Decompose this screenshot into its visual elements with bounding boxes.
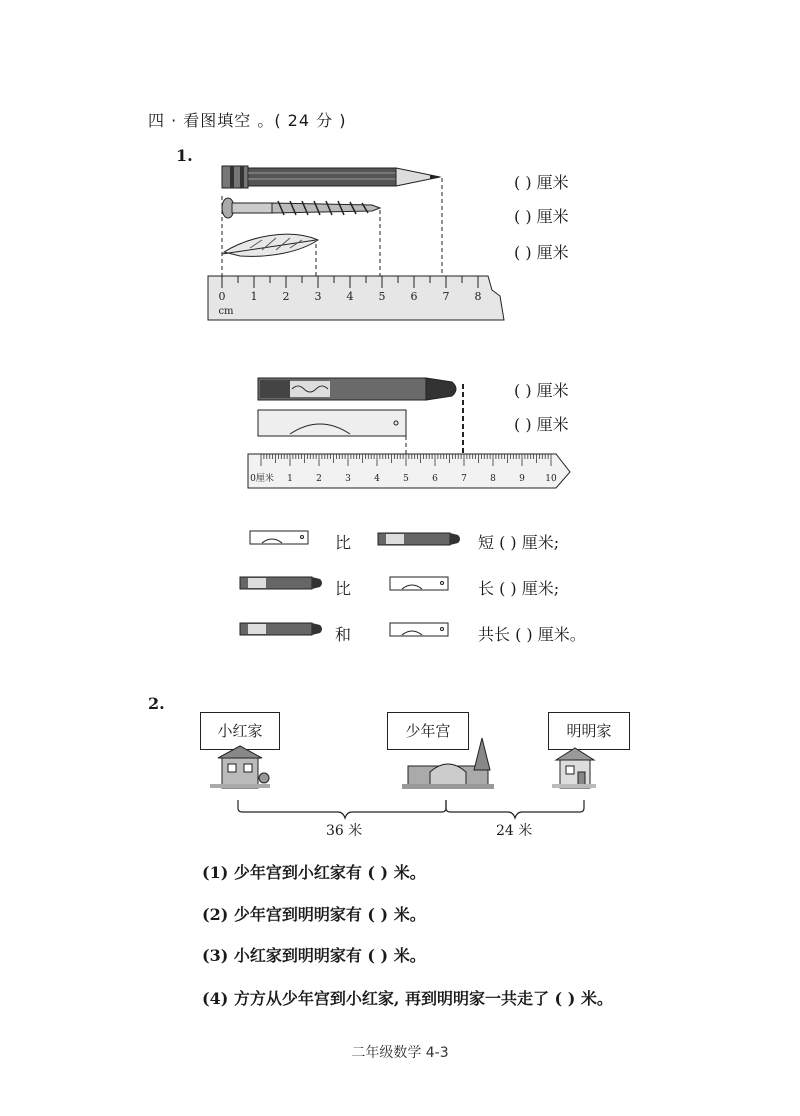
answer-blank-ruler-stick[interactable]: ( ) 厘米 xyxy=(514,415,569,434)
compare-word: 比 xyxy=(335,579,352,598)
ruler-b-tick-label: 1 xyxy=(287,474,293,484)
compare-blank-total[interactable]: 共长 ( ) 厘米。 xyxy=(478,625,586,644)
ruler-a-tick-label: 8 xyxy=(474,290,482,303)
ruler-a-tick-label: 4 xyxy=(346,290,354,303)
answer-blank-pencil[interactable]: ( ) 厘米 xyxy=(514,173,569,192)
distance-label-left: 36 米 xyxy=(326,823,363,839)
ruler-a-unit: cm xyxy=(218,306,234,317)
place-box-xiaohong-home: 小红家 xyxy=(200,712,280,750)
ruler-b-tick-label: 8 xyxy=(490,474,496,484)
ruler-b-unit: 0厘米 xyxy=(250,474,274,484)
house-icon xyxy=(552,748,596,788)
answer-blank-screw[interactable]: ( ) 厘米 xyxy=(514,207,569,226)
question-2-number: 2. xyxy=(148,694,165,713)
ruler-a-tick-label: 0 xyxy=(218,290,226,303)
compare-blank-shorter[interactable]: 短 ( ) 厘米; xyxy=(478,533,560,552)
place-box-youth-palace: 少年宫 xyxy=(387,712,469,750)
subquestion-1[interactable]: (1) 少年宫到小红家有 ( ) 米。 xyxy=(202,863,426,882)
ruler-a-tick-label: 3 xyxy=(314,290,322,303)
distance-label-right: 24 米 xyxy=(496,823,533,839)
ruler-b-tick-label: 5 xyxy=(403,474,409,484)
section-title: 四 · 看图填空 。( 24 分 ) xyxy=(148,111,347,130)
ruler-a-tick-label: 5 xyxy=(378,290,386,303)
ruler-b-tick-label: 10 xyxy=(545,474,557,484)
ruler-b-tick-label: 4 xyxy=(374,474,380,484)
answer-blank-feather[interactable]: ( ) 厘米 xyxy=(514,243,569,262)
compare-word: 比 xyxy=(335,533,352,552)
ruler-a-tick-label: 6 xyxy=(410,290,418,303)
ruler-b-tick-label: 7 xyxy=(461,474,467,484)
ruler-b-tick-label: 9 xyxy=(519,474,525,484)
house-icon xyxy=(210,746,270,788)
ruler-b-tick-label: 2 xyxy=(316,474,322,484)
subquestion-4[interactable]: (4) 方方从少年宫到小红家, 再到明明家一共走了 ( ) 米。 xyxy=(202,989,613,1008)
place-box-mingming-home: 明明家 xyxy=(548,712,630,750)
youth-palace-icon xyxy=(402,738,494,789)
question-1-number: 1. xyxy=(176,146,193,165)
distance-brace xyxy=(238,800,584,818)
page-footer: 二年级数学 4-3 xyxy=(351,1045,449,1061)
answer-blank-marker[interactable]: ( ) 厘米 xyxy=(514,381,569,400)
ruler-b-tick-label: 3 xyxy=(345,474,351,484)
compare-word: 和 xyxy=(335,625,352,644)
subquestion-3[interactable]: (3) 小红家到明明家有 ( ) 米。 xyxy=(202,946,426,965)
ruler-a-tick-label: 2 xyxy=(282,290,290,303)
compare-blank-longer[interactable]: 长 ( ) 厘米; xyxy=(478,579,560,598)
ruler-a-tick-label: 7 xyxy=(442,290,450,303)
ruler-a-tick-label: 1 xyxy=(250,290,258,303)
ruler-b-tick-label: 6 xyxy=(432,474,438,484)
subquestion-2[interactable]: (2) 少年宫到明明家有 ( ) 米。 xyxy=(202,905,426,924)
